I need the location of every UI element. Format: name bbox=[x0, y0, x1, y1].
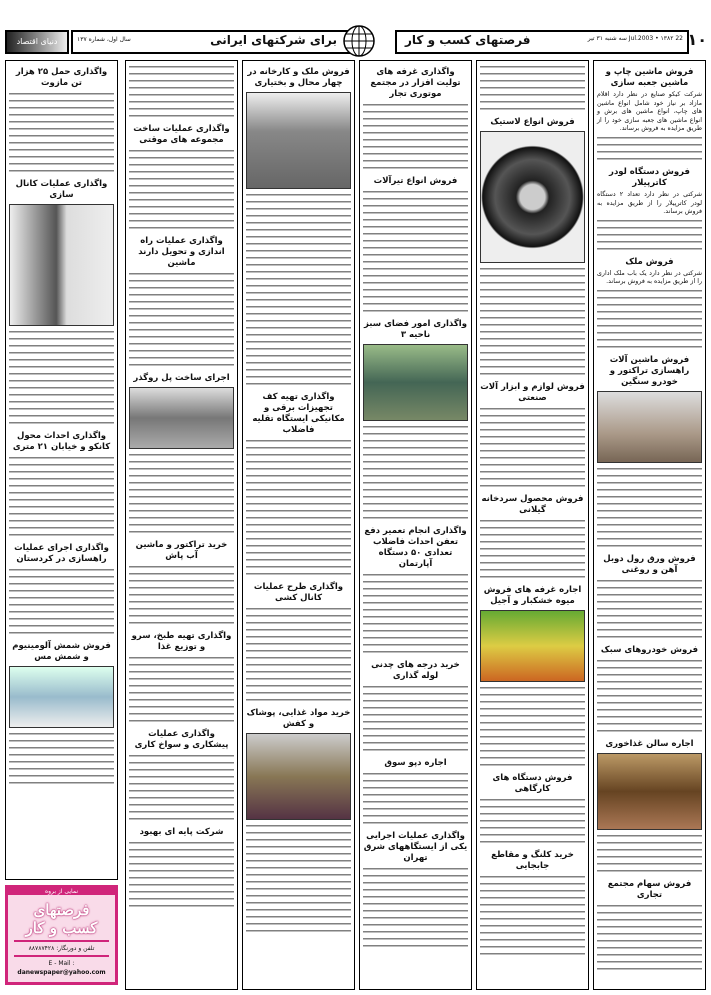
article-text-lines bbox=[129, 840, 234, 910]
article-text-lines bbox=[246, 192, 351, 388]
article bbox=[363, 660, 468, 754]
article-text-lines bbox=[597, 288, 702, 351]
article-headline: فروش خودروهای سبک bbox=[600, 644, 699, 655]
article-text-lines bbox=[246, 606, 351, 704]
article-body: شرکتی در نظر دارد یک باب ملک اداری را از طریق مزایده به فروش برساند. bbox=[597, 269, 702, 286]
article-headline: خرید کلنگ و مقاطع جابجایی bbox=[491, 850, 574, 871]
article-text-lines bbox=[363, 189, 468, 315]
article-headline: فروش ملک و کارخانه در چهار محال و بختیاری bbox=[247, 67, 350, 88]
article-text-lines bbox=[480, 797, 585, 846]
email-link[interactable]: danewspaper@yahoo.com bbox=[17, 969, 106, 976]
year-issue: سال اول، شماره ۱۳۷ bbox=[77, 36, 131, 43]
article-headline: فروش ماشین چاپ و ماشین جعبه سازی bbox=[605, 67, 694, 88]
article bbox=[597, 67, 702, 163]
article bbox=[129, 236, 234, 369]
article bbox=[129, 373, 234, 536]
ad-top-line: نمایی از بروه bbox=[8, 888, 115, 895]
fruit-stand-photo bbox=[480, 610, 585, 682]
article bbox=[9, 431, 114, 539]
article-headline: فروش ملک bbox=[625, 256, 674, 267]
article-text-lines bbox=[9, 91, 114, 175]
article-text-lines bbox=[597, 218, 702, 253]
article-text-lines bbox=[480, 874, 585, 958]
article-headline: واگذاری عملیات ساخت مجموعه های موقتی bbox=[133, 124, 230, 145]
article bbox=[480, 850, 585, 958]
article-text-lines bbox=[597, 466, 702, 550]
article-headline: واگذاری تهیه طبخ، سرو و توزیع غذا bbox=[131, 631, 232, 652]
article-headline: فروش انواع تیرآلات bbox=[373, 176, 458, 186]
article bbox=[597, 554, 702, 641]
email-label: E - Mail : bbox=[48, 960, 75, 967]
clothing-photo bbox=[246, 733, 351, 820]
article-text-lines bbox=[129, 753, 234, 823]
article-text-lines bbox=[480, 685, 585, 769]
article-text-lines bbox=[363, 102, 468, 172]
article-text-lines bbox=[9, 731, 114, 787]
article bbox=[129, 729, 234, 823]
article-headline: واگذاری تهیه کف تجهیزات برقی و مکانیکی ایستگاه تقلیه فاضلاب bbox=[252, 392, 345, 435]
article-headline: واگذاری عملیات پیشکاری و سواخ کاری bbox=[134, 729, 229, 750]
article-headline: اجرای ساخت پل روگذر bbox=[133, 373, 230, 383]
article-text-lines bbox=[363, 866, 468, 950]
ad-title-1: فرصتهای bbox=[33, 901, 90, 919]
bridge-photo bbox=[129, 387, 234, 449]
column-4 bbox=[242, 60, 355, 990]
newspaper-logo: دنیای اقتصاد bbox=[5, 30, 69, 54]
article-text-lines bbox=[129, 148, 234, 232]
article bbox=[363, 758, 468, 827]
column-1 bbox=[593, 60, 706, 990]
article bbox=[597, 167, 702, 253]
loader-photo bbox=[597, 391, 702, 463]
article-text-lines bbox=[129, 271, 234, 369]
article bbox=[246, 67, 351, 388]
article-headline: اجاره سالن غذاخوری bbox=[605, 738, 694, 749]
column-6 bbox=[5, 60, 118, 880]
issue-date: 22 Jul.2003 • ۱۳۸۲ سه شنبه ۳۱ تیر bbox=[587, 35, 683, 42]
article bbox=[129, 124, 234, 232]
page-subtitle: برای شرکتهای ایرانی bbox=[210, 33, 337, 47]
article bbox=[597, 355, 702, 550]
article bbox=[597, 257, 702, 351]
article-text-lines bbox=[363, 771, 468, 827]
column-2 bbox=[476, 60, 589, 990]
article bbox=[129, 540, 234, 627]
article-headline: اجاره غرفه های فروش میوه خشکبار و آجیل bbox=[483, 585, 582, 606]
article-headline: اجاره دپو سوق bbox=[384, 758, 447, 768]
page-header bbox=[5, 30, 707, 52]
article bbox=[9, 179, 114, 427]
article bbox=[480, 117, 585, 378]
article-headline: فروش شمش آلومینیوم و شمش مس bbox=[12, 641, 111, 662]
article-text-lines bbox=[480, 64, 585, 113]
article-headline: فروش دستگاه لودر کاترپیلار bbox=[609, 166, 690, 188]
section-ad-box bbox=[5, 885, 118, 985]
article-headline: واگذاری طرح عملیات کانال کشی bbox=[253, 582, 344, 603]
article bbox=[597, 739, 702, 875]
article bbox=[363, 831, 468, 950]
phone-number: ۸۸۷۸۷۴۲۸ bbox=[28, 945, 55, 952]
article-headline: واگذاری انجام تعمیر دفع تعفن احداث فاضلاب تعدادی ۵۰ دستگاه آپارتمان bbox=[364, 526, 467, 569]
article-headline: واگذاری عملیات اجرایی یکی از ایستگاههای شرق تهران bbox=[363, 831, 468, 863]
article bbox=[363, 319, 468, 522]
article-text-lines bbox=[9, 455, 114, 539]
article bbox=[363, 67, 468, 172]
article-body: شرکت کیکو صنایع در نظر دارد اقلام مازاد بر نیاز خود شامل انواع ماشین های چاپ، انواع ماشین های برش و انواع ماشین های جعبه سازی خود را از طریق مزایده به فروش برساند. bbox=[597, 91, 702, 133]
article bbox=[9, 641, 114, 787]
article-headline: فروش ماشین آلات راهسازی تراکتور و خودرو سنگین bbox=[609, 354, 690, 387]
article-text-lines bbox=[246, 823, 351, 935]
article-headline: واگذاری احداث محول کانکو و خیابان ۲۱ متری bbox=[12, 431, 111, 452]
article-text-lines bbox=[597, 903, 702, 973]
column-3 bbox=[359, 60, 472, 990]
article bbox=[480, 773, 585, 846]
column-5 bbox=[125, 60, 238, 990]
article-headline: واگذاری امور فضای سبز ناحیه ۳ bbox=[364, 319, 467, 340]
article-text-lines bbox=[363, 424, 468, 522]
buildings-photo bbox=[246, 92, 351, 189]
article-text-lines bbox=[129, 564, 234, 627]
article bbox=[129, 64, 234, 120]
article-body: شرکتی در نظر دارد تعداد ۲ دستگاه لودر کاترپیلار را از طریق مزایده به فروش برساند. bbox=[597, 190, 702, 216]
article-headline: فروش محصول سردخانه گیلانی bbox=[481, 494, 584, 515]
article-headline: فروش سهام مجتمع تجاری bbox=[607, 878, 692, 900]
article-text-lines bbox=[597, 833, 702, 875]
article-text-lines bbox=[246, 438, 351, 578]
ad-title-2: کسب و کار bbox=[25, 919, 98, 937]
article bbox=[246, 392, 351, 578]
tire-photo bbox=[480, 131, 585, 263]
article bbox=[363, 526, 468, 656]
article-text-lines bbox=[129, 655, 234, 725]
article bbox=[363, 176, 468, 315]
article bbox=[480, 494, 585, 581]
article bbox=[480, 585, 585, 769]
article-text-lines bbox=[363, 572, 468, 656]
article-headline: واگذاری غرفه های تولیت افزار در مجتمع موتوری تجار bbox=[370, 67, 461, 99]
article-text-lines bbox=[9, 567, 114, 637]
article-headline: فروش لوازم و ابزار آلات صنعتی bbox=[480, 382, 585, 403]
article-text-lines bbox=[363, 684, 468, 754]
globe-icon bbox=[342, 24, 376, 58]
page-title: فرصتهای کسب و کار bbox=[405, 33, 531, 47]
article-headline: فروش انواع لاستیک bbox=[490, 117, 575, 127]
phone-label: تلفن و دورنگار: bbox=[56, 945, 95, 952]
article bbox=[129, 631, 234, 725]
article-text-lines bbox=[9, 329, 114, 427]
article bbox=[480, 64, 585, 113]
article-headline: واگذاری عملیات راه اندازی و تحویل دارند ماشین bbox=[138, 236, 225, 268]
article-headline: خرید تراکتور و ماشین آب پاش bbox=[135, 540, 228, 561]
article bbox=[597, 879, 702, 973]
article bbox=[480, 382, 585, 490]
article-text-lines bbox=[480, 406, 585, 490]
article-headline: خرید مواد غذایی، پوشاک و کفش bbox=[246, 708, 351, 729]
page-number: ۱۰ bbox=[687, 30, 707, 49]
article bbox=[9, 67, 114, 175]
article-text-lines bbox=[480, 518, 585, 581]
article bbox=[597, 645, 702, 735]
article-text-lines bbox=[597, 135, 702, 163]
article-text-lines bbox=[480, 266, 585, 378]
article-text-lines bbox=[597, 578, 702, 641]
article-text-lines bbox=[129, 452, 234, 536]
park-photo bbox=[363, 344, 468, 421]
article-headline: واگذاری حمل ۲۵ هزار تن مازوت bbox=[15, 67, 108, 88]
article-text-lines bbox=[129, 64, 234, 120]
article-headline: فروش ورق رول دوبل آهن و روغنی bbox=[603, 553, 696, 575]
article-headline: فروش دستگاه های کارگاهی bbox=[492, 773, 573, 794]
article-headline: واگذاری اجرای عملیات راهسازی در کردستان bbox=[14, 543, 109, 564]
article-headline: شرکت پایه ای بهبود bbox=[139, 827, 224, 837]
article bbox=[246, 582, 351, 704]
article bbox=[9, 543, 114, 637]
dining-hall-photo bbox=[597, 753, 702, 830]
article bbox=[246, 708, 351, 935]
article-headline: خرید درجه های چدنی لوله گذاری bbox=[371, 660, 460, 681]
article-text-lines bbox=[597, 658, 702, 735]
article-headline: واگذاری عملیات کانال سازی bbox=[15, 179, 108, 200]
amusement-ride-photo bbox=[9, 204, 114, 326]
ingot-photo bbox=[9, 666, 114, 728]
article bbox=[129, 827, 234, 910]
